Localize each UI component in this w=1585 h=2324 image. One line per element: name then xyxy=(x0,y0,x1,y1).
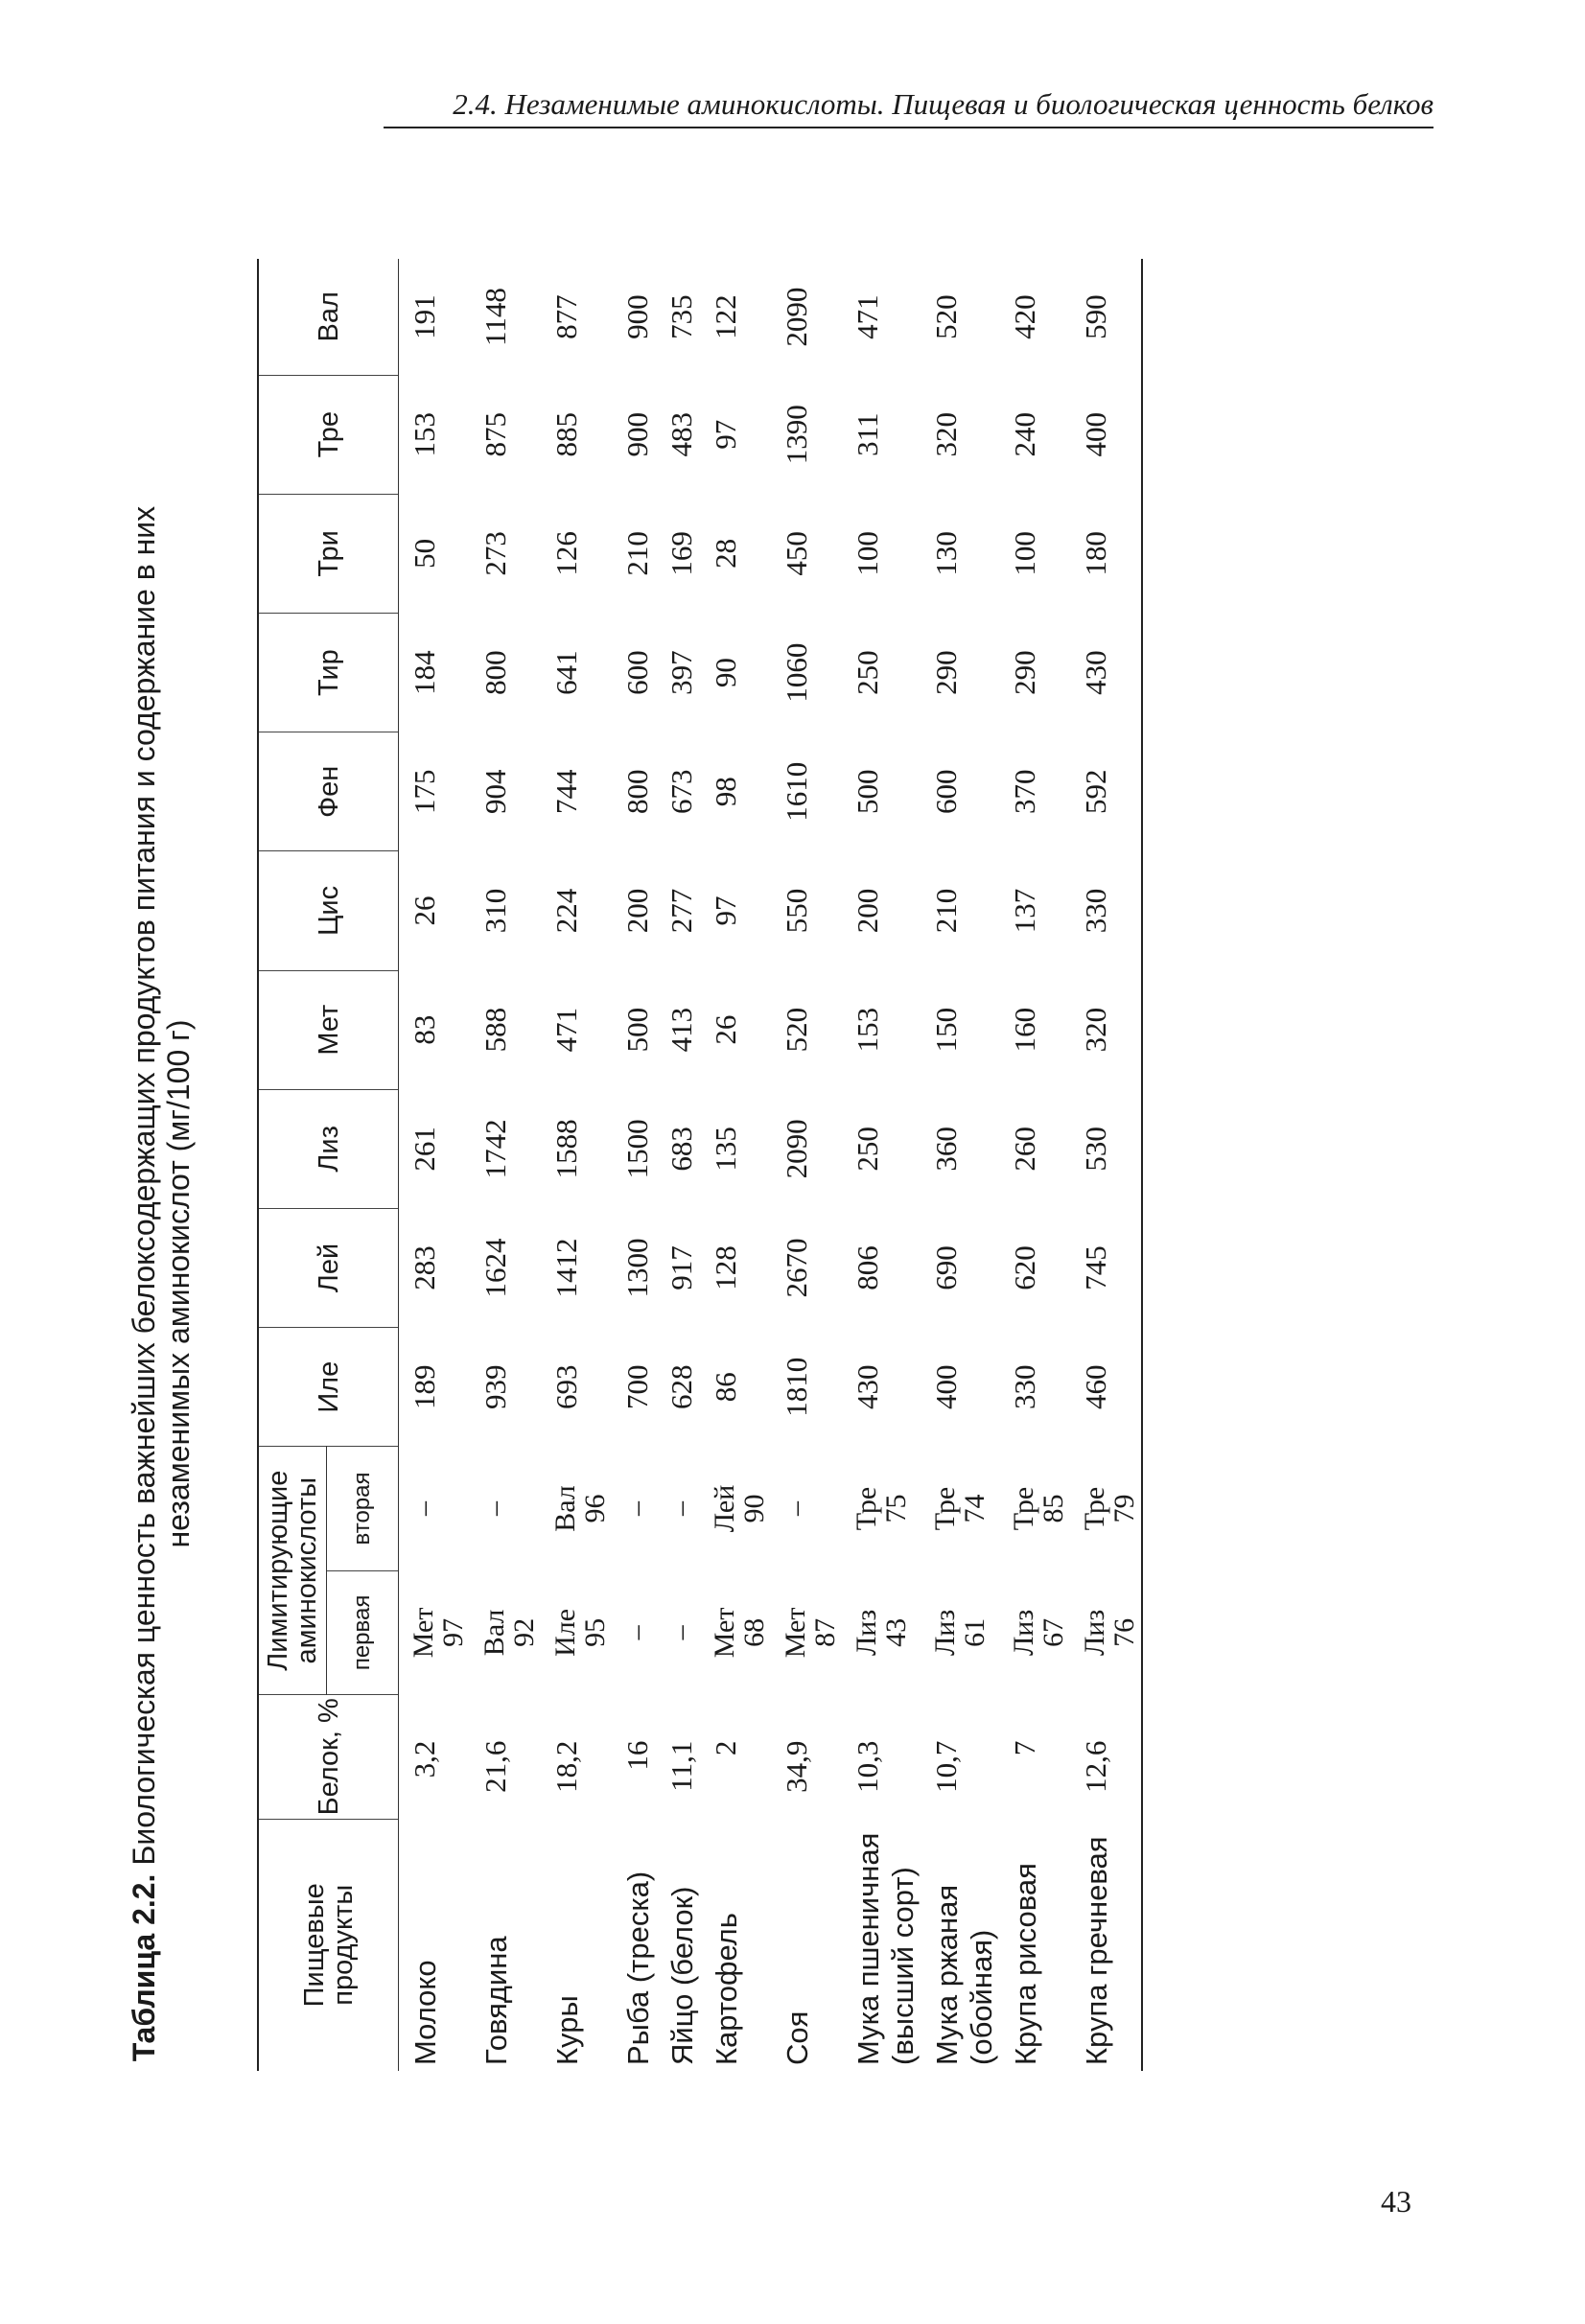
food-name-cell: Крупа гречневая xyxy=(1080,1836,1113,2065)
amino-value-cell: 28 xyxy=(709,538,742,569)
amino-value-cell: 904 xyxy=(478,769,512,815)
amino-value-cell: 397 xyxy=(664,650,698,695)
amino-value-cell: 97 xyxy=(709,419,742,450)
limiting-first-cell xyxy=(700,1570,771,1694)
amino-value-cell: 471 xyxy=(851,294,884,339)
limiting-first-value: 76 xyxy=(1108,1617,1140,1647)
amino-value-cell: 130 xyxy=(929,531,963,576)
amino-value-cell: 1300 xyxy=(620,1238,654,1298)
amino-value-cell: 806 xyxy=(851,1245,884,1290)
limiting-second-name: Тре xyxy=(929,1486,961,1531)
amino-value-cell: 530 xyxy=(1079,1127,1112,1172)
limiting-second-cell xyxy=(541,1447,612,1570)
limiting-second-name: Вал xyxy=(549,1485,581,1532)
amino-value-cell: 550 xyxy=(780,888,813,934)
limiting-second-cell xyxy=(399,1447,471,1570)
amino-value-cell: 200 xyxy=(620,888,654,934)
amino-value-cell: 200 xyxy=(851,888,884,934)
amino-value-cell: 100 xyxy=(1008,531,1041,576)
amino-value-cell: 184 xyxy=(408,650,441,695)
limiting-second-cell xyxy=(656,1447,700,1570)
limiting-first-name: Лиз xyxy=(1008,1609,1039,1657)
amino-value-cell: 122 xyxy=(709,294,742,339)
amino-value-cell: 1390 xyxy=(780,405,813,465)
amino-value-cell: 875 xyxy=(478,411,512,457)
limiting-second-name: – xyxy=(664,1501,696,1516)
limiting-first-cell xyxy=(656,1570,700,1694)
amino-value-cell: 673 xyxy=(664,769,698,815)
amino-value-cell: 98 xyxy=(709,777,742,807)
limiting-first-name: – xyxy=(620,1625,652,1640)
amino-value-cell: 250 xyxy=(851,650,884,695)
limiting-first-value: 67 xyxy=(1037,1617,1069,1647)
protein-cell: 21,6 xyxy=(478,1740,512,1793)
table-row xyxy=(842,259,921,2071)
table-caption-line1: Биологическая ценность важнейших белоксодержащих продуктов питания и содержание в них xyxy=(127,505,161,1866)
amino-value-cell: 250 xyxy=(851,1127,884,1172)
amino-value-cell: 100 xyxy=(851,531,884,576)
table-caption-label: Таблица 2.2. xyxy=(127,1873,161,2062)
amino-value-cell: 590 xyxy=(1079,294,1112,339)
food-name-cell: Картофель xyxy=(710,1913,743,2065)
amino-value-cell: 471 xyxy=(549,1007,583,1053)
amino-value-cell: 210 xyxy=(929,888,963,934)
protein-cell: 34,9 xyxy=(780,1740,813,1793)
protein-cell: 12,6 xyxy=(1079,1740,1112,1793)
amino-value-cell: 483 xyxy=(664,411,698,457)
amino-value-cell: 153 xyxy=(408,411,441,457)
amino-value-cell: 126 xyxy=(549,531,583,576)
amino-value-cell: 1624 xyxy=(478,1238,512,1298)
table-row xyxy=(771,259,842,2071)
table-row xyxy=(921,259,999,2071)
limiting-second-cell xyxy=(842,1447,921,1570)
limiting-first-name: Иле xyxy=(549,1608,581,1657)
amino-value-cell: 290 xyxy=(929,650,963,695)
food-name-cell: Куры xyxy=(550,1995,584,2065)
amino-value-cell: 744 xyxy=(549,769,583,815)
limiting-second-name: Лей xyxy=(709,1484,740,1533)
limiting-first-name: Мет xyxy=(709,1607,740,1659)
amino-value-cell: 1810 xyxy=(780,1357,813,1417)
amino-value-cell: 693 xyxy=(549,1364,583,1409)
amino-value-cell: 97 xyxy=(709,895,742,926)
amino-value-cell: 224 xyxy=(549,888,583,934)
amino-value-cell: 86 xyxy=(709,1372,742,1403)
amino-value-cell: 690 xyxy=(929,1245,963,1290)
amino-value-cell: 1610 xyxy=(780,761,813,822)
col-header-val: Вал xyxy=(258,259,399,375)
limiting-second-cell xyxy=(470,1447,541,1570)
amino-value-cell: 683 xyxy=(664,1127,698,1172)
col-header-ile: Иле xyxy=(258,1328,399,1447)
amino-value-cell: 310 xyxy=(478,888,512,934)
limiting-first-cell xyxy=(541,1570,612,1694)
limiting-second-value: 90 xyxy=(738,1494,770,1523)
amino-value-cell: 290 xyxy=(1008,650,1041,695)
amino-value-cell: 420 xyxy=(1008,294,1041,339)
limiting-first-cell xyxy=(612,1570,656,1694)
amino-value-cell: 169 xyxy=(664,531,698,576)
col-header-food: Пищевые продукты xyxy=(258,1819,399,2071)
amino-value-cell: 175 xyxy=(408,769,441,815)
limiting-first-value: 87 xyxy=(809,1617,841,1647)
amino-value-cell: 877 xyxy=(549,294,583,339)
amino-value-cell: 277 xyxy=(664,888,698,934)
amino-value-cell: 917 xyxy=(664,1245,698,1290)
table-row xyxy=(700,259,771,2071)
limiting-first-cell xyxy=(842,1570,921,1694)
amino-value-cell: 800 xyxy=(478,650,512,695)
amino-value-cell: 240 xyxy=(1008,411,1041,457)
col-header-met: Мет xyxy=(258,970,399,1089)
amino-value-cell: 189 xyxy=(408,1364,441,1409)
table-row xyxy=(999,259,1070,2071)
amino-value-cell: 520 xyxy=(929,294,963,339)
limiting-first-value: 68 xyxy=(738,1617,770,1647)
amino-value-cell: 1588 xyxy=(549,1119,583,1179)
protein-cell: 11,1 xyxy=(664,1740,698,1792)
amino-value-cell: 1148 xyxy=(478,288,512,346)
limiting-second-value: 79 xyxy=(1108,1494,1140,1523)
amino-value-cell: 135 xyxy=(709,1127,742,1172)
table-row xyxy=(399,259,471,2071)
table-row xyxy=(541,259,612,2071)
limiting-second-name: – xyxy=(478,1501,510,1516)
amino-value-cell: 588 xyxy=(478,1007,512,1053)
amino-value-cell: 128 xyxy=(709,1245,742,1290)
amino-value-cell: 900 xyxy=(620,411,654,457)
amino-value-cell: 180 xyxy=(1079,531,1112,576)
table-row xyxy=(612,259,656,2071)
limiting-first-cell xyxy=(999,1570,1070,1694)
food-name-cell: Молоко xyxy=(408,1960,442,2065)
amino-value-cell: 500 xyxy=(851,769,884,815)
limiting-first-name: Лиз xyxy=(851,1609,882,1657)
amino-value-cell: 600 xyxy=(620,650,654,695)
limiting-second-cell xyxy=(1070,1447,1142,1570)
protein-cell: 2 xyxy=(709,1740,742,1756)
amino-value-cell: 90 xyxy=(709,658,742,688)
amino-value-cell: 400 xyxy=(1079,411,1112,457)
amino-value-cell: 320 xyxy=(1079,1007,1112,1053)
limiting-second-value: 96 xyxy=(579,1494,611,1523)
amino-value-cell: 160 xyxy=(1008,1007,1041,1053)
amino-value-cell: 592 xyxy=(1079,769,1112,815)
limiting-first-name: Мет xyxy=(780,1607,811,1659)
protein-cell: 3,2 xyxy=(408,1740,441,1778)
food-name-cell: Яйцо (белок) xyxy=(665,1886,699,2065)
amino-value-cell: 261 xyxy=(408,1127,441,1172)
table-row xyxy=(656,259,700,2071)
col-header-cis: Цис xyxy=(258,851,399,970)
limiting-first-cell xyxy=(771,1570,842,1694)
amino-value-cell: 800 xyxy=(620,769,654,815)
amino-value-cell: 311 xyxy=(851,412,884,456)
food-name-cell: Рыба (треска) xyxy=(621,1871,655,2065)
amino-value-cell: 430 xyxy=(1079,650,1112,695)
amino-value-cell: 191 xyxy=(408,294,441,339)
food-name-cell: Соя xyxy=(781,2010,814,2065)
col-header-liz: Лиз xyxy=(258,1089,399,1208)
limiting-second-name: – xyxy=(780,1501,811,1516)
food-name-cell: Крупа рисовая xyxy=(1009,1863,1042,2065)
col-header-protein: Белок, % xyxy=(258,1695,399,1819)
table-caption xyxy=(127,244,196,2324)
amino-value-cell: 2090 xyxy=(780,287,813,347)
protein-cell: 10,3 xyxy=(851,1740,884,1793)
food-name-cell: Мука пшеничная (высший сорт) xyxy=(851,1832,920,2065)
limiting-second-name: Тре xyxy=(1079,1486,1110,1531)
limiting-second-cell xyxy=(771,1447,842,1570)
amino-value-cell: 50 xyxy=(408,538,441,569)
food-name-cell: Мука ржаная (обойная) xyxy=(930,1884,998,2065)
amino-value-cell: 939 xyxy=(478,1364,512,1409)
amino-value-cell: 641 xyxy=(549,650,583,695)
amino-value-cell: 700 xyxy=(620,1364,654,1409)
food-name-cell: Говядина xyxy=(479,1936,513,2065)
amino-value-cell: 413 xyxy=(664,1007,698,1053)
limiting-first-name: Мет xyxy=(408,1607,439,1659)
limiting-second-cell xyxy=(921,1447,999,1570)
amino-value-cell: 150 xyxy=(929,1007,963,1053)
col-header-tir: Тир xyxy=(258,613,399,732)
limiting-second-cell xyxy=(700,1447,771,1570)
table-row xyxy=(470,259,541,2071)
limiting-first-cell xyxy=(399,1570,471,1694)
protein-cell: 16 xyxy=(620,1740,654,1771)
table-row xyxy=(1070,259,1142,2071)
amino-value-cell: 1060 xyxy=(780,642,813,703)
col-header-tre: Тре xyxy=(258,375,399,494)
limiting-first-cell xyxy=(921,1570,999,1694)
amino-value-cell: 26 xyxy=(408,895,441,926)
amino-value-cell: 620 xyxy=(1008,1245,1041,1290)
running-header: 2.4. Незаменимые аминокислоты. Пищевая и биологическая ценность белков xyxy=(384,86,1433,128)
amino-value-cell: 283 xyxy=(408,1245,441,1290)
amino-value-cell: 628 xyxy=(664,1364,698,1409)
amino-value-cell: 430 xyxy=(851,1364,884,1409)
col-header-tri: Три xyxy=(258,494,399,613)
amino-value-cell: 260 xyxy=(1008,1127,1041,1172)
page-number: 43 xyxy=(1381,2184,1411,2219)
amino-value-cell: 2670 xyxy=(780,1238,813,1298)
amino-value-cell: 320 xyxy=(929,411,963,457)
limiting-first-cell xyxy=(1070,1570,1142,1694)
amino-value-cell: 900 xyxy=(620,294,654,339)
limiting-first-value: 61 xyxy=(959,1617,991,1647)
limiting-second-name: – xyxy=(620,1501,652,1516)
amino-value-cell: 735 xyxy=(664,294,698,339)
amino-value-cell: 745 xyxy=(1079,1245,1112,1290)
amino-value-cell: 460 xyxy=(1079,1364,1112,1409)
amino-value-cell: 26 xyxy=(709,1014,742,1045)
table-caption-line2: незаменимых аминокислот (мг/100 г) xyxy=(161,1019,196,1548)
limiting-second-name: Тре xyxy=(851,1486,882,1531)
amino-value-cell: 450 xyxy=(780,531,813,576)
col-header-second: вторая xyxy=(327,1447,399,1570)
limiting-first-name: Лиз xyxy=(929,1609,961,1657)
protein-cell: 7 xyxy=(1008,1740,1041,1756)
amino-value-cell: 520 xyxy=(780,1007,813,1053)
amino-value-cell: 1500 xyxy=(620,1119,654,1179)
limiting-second-name: – xyxy=(408,1501,439,1516)
col-header-limiting: Лимитирующие аминокислоты xyxy=(258,1447,327,1695)
amino-value-cell: 83 xyxy=(408,1014,441,1045)
limiting-first-name: Лиз xyxy=(1079,1609,1110,1657)
amino-value-cell: 210 xyxy=(620,531,654,576)
limiting-first-value: 97 xyxy=(437,1617,469,1647)
col-header-fen: Фен xyxy=(258,732,399,851)
limiting-second-cell xyxy=(612,1447,656,1570)
amino-value-cell: 273 xyxy=(478,531,512,576)
amino-value-cell: 400 xyxy=(929,1364,963,1409)
amino-value-cell: 360 xyxy=(929,1127,963,1172)
rotated-table-area xyxy=(0,244,1438,2324)
amino-value-cell: 137 xyxy=(1008,888,1041,934)
limiting-first-value: 43 xyxy=(880,1617,912,1647)
amino-value-cell: 330 xyxy=(1008,1364,1041,1409)
amino-value-cell: 500 xyxy=(620,1007,654,1053)
limiting-second-value: 85 xyxy=(1037,1494,1069,1523)
protein-cell: 10,7 xyxy=(929,1740,963,1793)
amino-value-cell: 1742 xyxy=(478,1119,512,1179)
amino-value-cell: 2090 xyxy=(780,1119,813,1179)
protein-cell: 18,2 xyxy=(549,1740,583,1793)
col-header-lei: Лей xyxy=(258,1208,399,1327)
limiting-first-value: 92 xyxy=(508,1617,540,1647)
limiting-second-value: 74 xyxy=(959,1494,991,1523)
limiting-first-name: Вал xyxy=(478,1609,510,1657)
amino-value-cell: 370 xyxy=(1008,769,1041,815)
limiting-first-cell xyxy=(470,1570,541,1694)
amino-value-cell: 153 xyxy=(851,1007,884,1053)
limiting-second-value: 75 xyxy=(880,1494,912,1523)
amino-value-cell: 885 xyxy=(549,411,583,457)
limiting-second-cell xyxy=(999,1447,1070,1570)
amino-acid-table xyxy=(257,259,1143,2071)
col-header-first: первая xyxy=(327,1570,399,1694)
amino-value-cell: 600 xyxy=(929,769,963,815)
amino-value-cell: 330 xyxy=(1079,888,1112,934)
limiting-first-name: – xyxy=(664,1625,696,1640)
limiting-first-value: 95 xyxy=(579,1617,611,1647)
limiting-second-name: Тре xyxy=(1008,1486,1039,1531)
amino-value-cell: 1412 xyxy=(549,1238,583,1298)
